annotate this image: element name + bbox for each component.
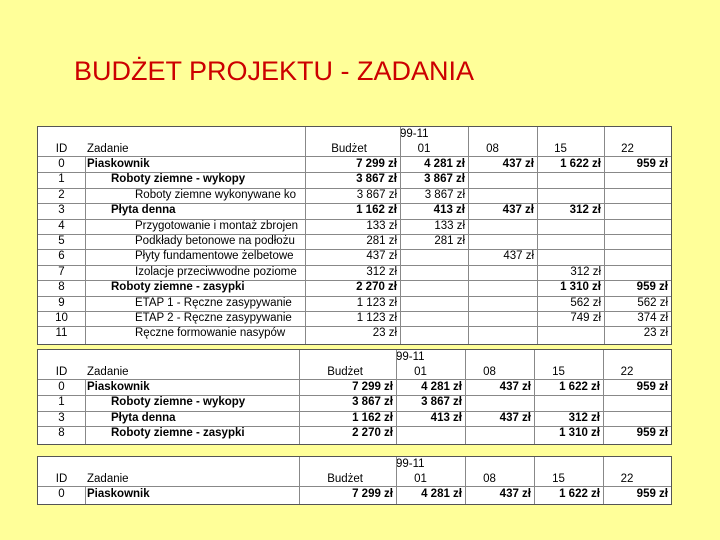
column-header-w01: 01 bbox=[417, 143, 431, 155]
row-w22 bbox=[603, 395, 671, 410]
row-w08 bbox=[468, 296, 537, 311]
row-w01: 413 zł bbox=[433, 204, 465, 217]
row-w22 bbox=[604, 219, 671, 234]
column-divider bbox=[537, 127, 538, 344]
column-header-id: ID bbox=[55, 473, 68, 485]
row-id: 6 bbox=[58, 250, 65, 263]
column-header-budget: Budżet bbox=[331, 143, 367, 155]
row-w08: 437 zł bbox=[502, 158, 534, 170]
row-w01: 4 281 zł bbox=[421, 381, 462, 393]
row-divider bbox=[38, 265, 671, 266]
row-task: Piaskownik bbox=[87, 488, 150, 500]
row-w01 bbox=[396, 426, 465, 441]
row-w08: 437 zł bbox=[502, 204, 534, 217]
row-id: 5 bbox=[58, 235, 65, 247]
row-w15 bbox=[537, 172, 604, 187]
column-divider bbox=[85, 157, 86, 344]
column-divider bbox=[604, 127, 605, 344]
row-w01: 4 281 zł bbox=[421, 488, 462, 500]
column-divider bbox=[465, 350, 466, 444]
budget-table bbox=[37, 349, 672, 445]
row-divider bbox=[38, 426, 671, 427]
column-divider bbox=[85, 380, 86, 444]
row-task: Roboty ziemne wykonywane ko bbox=[135, 188, 297, 201]
row-budget: 133 zł bbox=[366, 219, 397, 232]
row-w22: 23 zł bbox=[643, 327, 668, 340]
row-task: ETAP 2 - Ręczne zasypywanie bbox=[135, 312, 292, 324]
row-budget: 7 299 zł bbox=[356, 158, 397, 170]
row-w15: 1 622 zł bbox=[559, 488, 600, 500]
row-w22: 374 zł bbox=[637, 312, 668, 324]
row-w08 bbox=[468, 326, 537, 341]
slide-title: BUDŻET PROJEKTU - ZADANIA bbox=[74, 56, 475, 86]
column-divider bbox=[534, 350, 535, 444]
row-w08 bbox=[468, 265, 537, 280]
row-w15 bbox=[537, 326, 604, 341]
row-w01: 3 867 zł bbox=[424, 188, 465, 201]
row-w15: 312 zł bbox=[568, 411, 600, 424]
column-header-w22: 22 bbox=[620, 366, 634, 378]
row-w15 bbox=[537, 249, 604, 264]
row-w22: 959 zł bbox=[636, 158, 668, 170]
row-task: Piaskownik bbox=[87, 158, 150, 170]
row-task: Płyta denna bbox=[111, 204, 176, 217]
column-divider bbox=[299, 350, 300, 444]
row-task: ETAP 1 - Ręczne zasypywanie bbox=[135, 296, 292, 309]
row-task: Roboty ziemne - wykopy bbox=[111, 173, 246, 186]
header-divider bbox=[38, 379, 671, 380]
row-w15 bbox=[537, 188, 604, 203]
column-divider bbox=[603, 457, 604, 504]
row-w08 bbox=[468, 280, 537, 295]
row-w08: 437 zł bbox=[499, 381, 531, 393]
row-w08 bbox=[468, 219, 537, 234]
row-w15: 1 310 zł bbox=[559, 427, 600, 440]
row-w22: 562 zł bbox=[637, 296, 668, 309]
row-w22: 959 zł bbox=[636, 488, 668, 500]
row-id: 0 bbox=[58, 488, 65, 500]
row-budget: 437 zł bbox=[366, 250, 397, 263]
row-divider bbox=[38, 326, 671, 327]
column-header-w15: 15 bbox=[552, 366, 565, 378]
row-budget: 281 zł bbox=[366, 235, 397, 247]
row-task: Płyty fundamentowe żelbetowe bbox=[135, 250, 294, 263]
column-header-w01: 01 bbox=[414, 473, 427, 485]
row-budget: 2 270 zł bbox=[352, 427, 393, 440]
column-header-budget: Budżet bbox=[327, 366, 363, 378]
row-budget: 7 299 zł bbox=[352, 381, 393, 393]
row-w22 bbox=[604, 188, 671, 203]
header-divider bbox=[38, 156, 671, 157]
row-w15 bbox=[537, 219, 604, 234]
row-task: Roboty ziemne - zasypki bbox=[111, 281, 245, 294]
column-divider bbox=[465, 457, 466, 504]
row-w08 bbox=[468, 188, 537, 203]
column-header-w15: 15 bbox=[552, 473, 565, 485]
row-w22 bbox=[603, 411, 671, 426]
row-w15 bbox=[537, 234, 604, 249]
row-divider bbox=[38, 311, 671, 312]
row-w22 bbox=[604, 265, 671, 280]
row-w08 bbox=[468, 172, 537, 187]
row-w08 bbox=[468, 311, 537, 326]
column-divider bbox=[396, 350, 397, 444]
row-budget: 1 162 zł bbox=[356, 204, 397, 217]
row-divider bbox=[38, 411, 671, 412]
row-w15 bbox=[534, 395, 603, 410]
budget-table bbox=[37, 126, 672, 345]
row-w08 bbox=[465, 426, 534, 441]
row-task: Ręczne formowanie nasypów bbox=[135, 327, 286, 340]
column-header-task: Zadanie bbox=[87, 366, 129, 378]
row-task: Roboty ziemne - wykopy bbox=[111, 396, 246, 409]
budget-table bbox=[37, 456, 672, 505]
column-divider bbox=[468, 127, 469, 344]
column-header-w22: 22 bbox=[620, 473, 634, 485]
row-budget: 1 162 zł bbox=[352, 411, 393, 424]
row-divider bbox=[38, 188, 671, 189]
row-divider bbox=[38, 249, 671, 250]
row-w22 bbox=[604, 172, 671, 187]
row-id: 10 bbox=[55, 312, 68, 324]
row-w01: 4 281 zł bbox=[424, 158, 465, 170]
row-id: 3 bbox=[58, 204, 65, 217]
row-w15: 749 zł bbox=[570, 312, 601, 324]
row-budget: 1 123 zł bbox=[356, 312, 397, 324]
row-w01: 3 867 zł bbox=[421, 396, 462, 409]
period-label: 99-11 bbox=[396, 351, 425, 363]
row-divider bbox=[38, 395, 671, 396]
column-header-task: Zadanie bbox=[87, 143, 129, 155]
row-budget: 2 270 zł bbox=[356, 281, 397, 294]
row-task: Przygotowanie i montaż zbrojen bbox=[135, 219, 298, 232]
row-budget: 3 867 zł bbox=[356, 188, 397, 201]
row-w22 bbox=[604, 203, 671, 218]
row-w01 bbox=[400, 280, 468, 295]
column-header-w08: 08 bbox=[483, 473, 496, 485]
row-divider bbox=[38, 219, 671, 220]
row-w08: 437 zł bbox=[503, 250, 534, 263]
row-id: 9 bbox=[58, 296, 65, 309]
period-label: 99-11 bbox=[396, 458, 425, 470]
row-budget: 1 123 zł bbox=[356, 296, 397, 309]
row-budget: 3 867 zł bbox=[352, 396, 393, 409]
row-w15: 1 310 zł bbox=[560, 281, 601, 294]
row-w01: 3 867 zł bbox=[424, 173, 465, 186]
row-task: Podkłady betonowe na podłożu bbox=[135, 235, 295, 247]
row-budget: 7 299 zł bbox=[352, 488, 393, 500]
header-divider bbox=[38, 486, 671, 487]
row-id: 1 bbox=[58, 396, 65, 409]
row-w22 bbox=[604, 249, 671, 264]
row-w15: 562 zł bbox=[570, 296, 601, 309]
column-divider bbox=[299, 457, 300, 504]
row-w01 bbox=[400, 326, 468, 341]
row-w01 bbox=[400, 265, 468, 280]
period-label: 99-11 bbox=[400, 128, 429, 140]
row-id: 8 bbox=[58, 281, 65, 294]
row-w01 bbox=[400, 249, 468, 264]
row-w01 bbox=[400, 311, 468, 326]
column-divider bbox=[400, 127, 401, 344]
row-budget: 3 867 zł bbox=[356, 173, 397, 186]
row-w01: 133 zł bbox=[434, 219, 465, 232]
row-w22: 959 zł bbox=[636, 381, 668, 393]
row-w22 bbox=[604, 234, 671, 249]
row-budget: 23 zł bbox=[372, 327, 397, 340]
row-divider bbox=[38, 203, 671, 204]
row-divider bbox=[38, 234, 671, 235]
row-id: 1 bbox=[58, 173, 65, 186]
row-w08: 437 zł bbox=[499, 411, 531, 424]
column-header-budget: Budżet bbox=[327, 473, 363, 485]
row-id: 0 bbox=[58, 158, 65, 170]
column-header-w22: 22 bbox=[621, 143, 634, 155]
row-w08: 437 zł bbox=[499, 488, 531, 500]
column-header-w08: 08 bbox=[486, 143, 499, 155]
row-w15: 1 622 zł bbox=[559, 381, 600, 393]
row-w08 bbox=[468, 234, 537, 249]
column-header-id: ID bbox=[55, 366, 68, 378]
column-divider bbox=[534, 457, 535, 504]
row-w01 bbox=[400, 296, 468, 311]
row-task: Płyta denna bbox=[111, 411, 176, 424]
row-w22: 959 zł bbox=[636, 427, 668, 440]
row-id: 8 bbox=[58, 427, 65, 440]
column-header-w15: 15 bbox=[554, 143, 567, 155]
row-w15: 312 zł bbox=[569, 204, 601, 217]
row-w01: 281 zł bbox=[434, 235, 465, 247]
row-w08 bbox=[465, 395, 534, 410]
column-header-id: ID bbox=[55, 143, 68, 155]
row-w15: 1 622 zł bbox=[560, 158, 601, 170]
column-divider bbox=[603, 350, 604, 444]
column-divider bbox=[85, 487, 86, 504]
column-divider bbox=[305, 127, 306, 344]
row-task: Roboty ziemne - zasypki bbox=[111, 427, 245, 440]
row-divider bbox=[38, 296, 671, 297]
row-id: 7 bbox=[58, 265, 65, 278]
row-w15: 312 zł bbox=[570, 265, 601, 278]
row-w01: 413 zł bbox=[430, 411, 462, 424]
row-divider bbox=[38, 172, 671, 173]
column-divider bbox=[396, 457, 397, 504]
column-header-task: Zadanie bbox=[87, 473, 129, 485]
row-divider bbox=[38, 280, 671, 281]
row-task: Piaskownik bbox=[87, 381, 150, 393]
row-w22: 959 zł bbox=[636, 281, 668, 294]
row-id: 2 bbox=[58, 188, 65, 201]
column-header-w08: 08 bbox=[483, 366, 496, 378]
row-budget: 312 zł bbox=[366, 265, 397, 278]
row-id: 0 bbox=[58, 381, 65, 393]
row-task: Izolacje przeciwwodne poziome bbox=[135, 265, 297, 278]
column-header-w01: 01 bbox=[414, 366, 427, 378]
row-id: 3 bbox=[58, 411, 65, 424]
row-id: 11 bbox=[55, 327, 68, 340]
row-id: 4 bbox=[58, 219, 65, 232]
